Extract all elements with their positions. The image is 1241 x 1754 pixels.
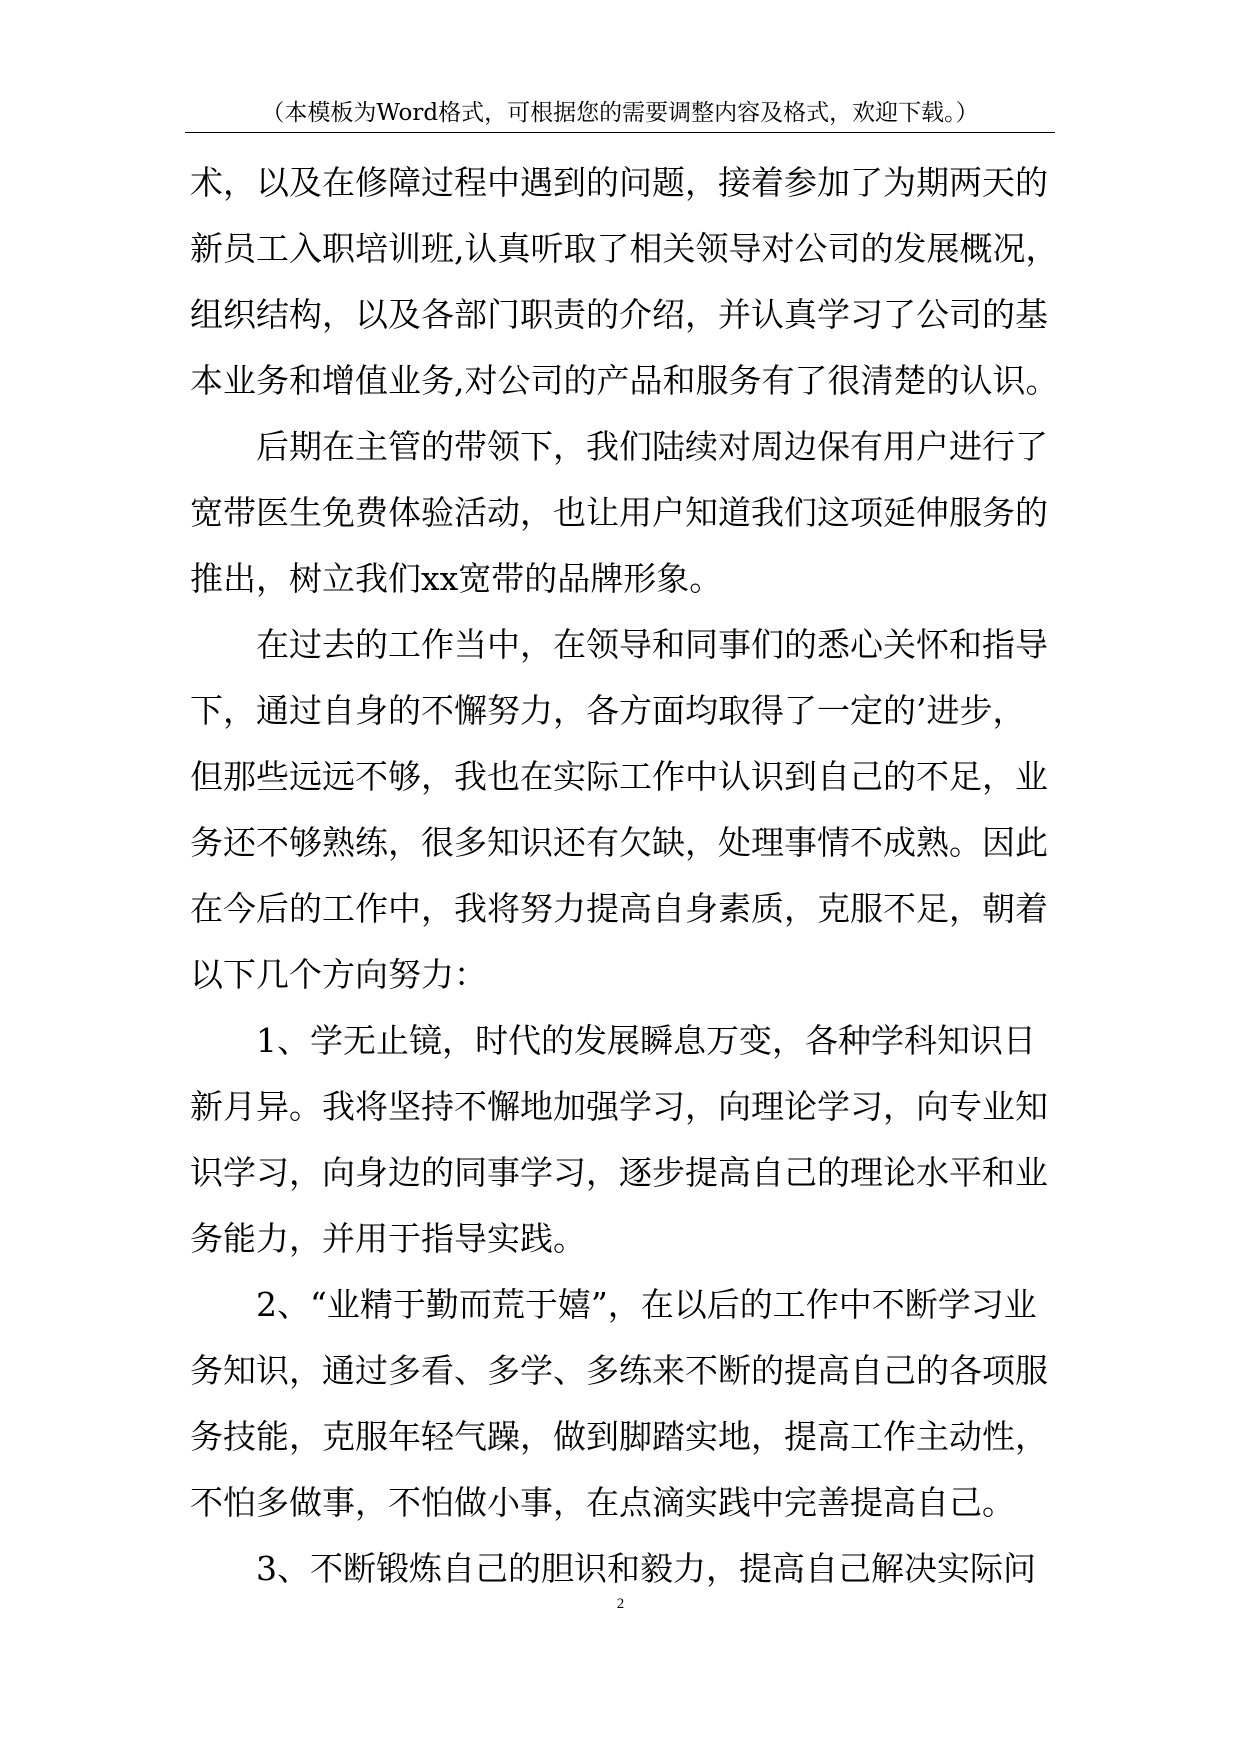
body-line: 在今后的工作中，我将努力提高自身素质，克服不足，朝着 xyxy=(190,889,1048,928)
body-line: 务还不够熟练，很多知识还有欠缺，处理事情不成熟。因此 xyxy=(190,823,1048,862)
body-line: 新月异。我将坚持不懈地加强学习，向理论学习，向专业知 xyxy=(190,1087,1048,1126)
body-line: 新员工入职培训班,认真听取了相关领导对公司的发展概况， xyxy=(190,229,1059,268)
header-divider xyxy=(185,132,1055,133)
body-line: 识学习，向身边的同事学习，逐步提高自己的理论水平和业 xyxy=(190,1153,1048,1192)
body-line: 本业务和增值业务,对公司的产品和服务有了很清楚的认识。 xyxy=(190,361,1059,400)
list-item-1-first-line: 1、学无止镜，时代的发展瞬息万变，各种学科知识日 xyxy=(256,1021,1036,1060)
body-line: 宽带医生免费体验活动，也让用户知道我们这项延伸服务的 xyxy=(190,493,1048,532)
body-line: 但那些远远不够，我也在实际工作中认识到自己的不足，业 xyxy=(190,757,1048,796)
page-header-note: （本模板为Word格式，可根据您的需要调整内容及格式，欢迎下载。） xyxy=(261,100,979,126)
body-line: 下，通过自身的不懈努力，各方面均取得了一定的’进步， xyxy=(190,691,1026,730)
page-number: 2 xyxy=(616,1596,625,1612)
body-line: 务能力，并用于指导实践。 xyxy=(190,1219,586,1258)
paragraph-first-line: 后期在主管的带领下，我们陆续对周边保有用户进行了 xyxy=(256,427,1048,466)
body-line: 不怕多做事，不怕做小事，在点滴实践中完善提高自己。 xyxy=(190,1483,1015,1522)
body-line: 务技能，克服年轻气躁，做到脚踏实地，提高工作主动性， xyxy=(190,1417,1048,1456)
list-item-2-first-line: 2、“业精于勤而荒于嬉”，在以后的工作中不断学习业 xyxy=(256,1285,1037,1324)
list-item-3-first-line: 3、不断锻炼自己的胆识和毅力，提高自己解决实际问 xyxy=(256,1549,1036,1588)
paragraph-first-line: 在过去的工作当中，在领导和同事们的悉心关怀和指导 xyxy=(256,625,1048,664)
body-line: 务知识，通过多看、多学、多练来不断的提高自己的各项服 xyxy=(190,1351,1048,1390)
body-line: 推出，树立我们xx宽带的品牌形象。 xyxy=(190,559,723,598)
body-line: 术，以及在修障过程中遇到的问题，接着参加了为期两天的 xyxy=(190,163,1048,202)
body-line: 以下几个方向努力： xyxy=(190,955,487,994)
body-text xyxy=(190,150,1090,1602)
body-line: 组织结构，以及各部门职责的介绍，并认真学习了公司的基 xyxy=(190,295,1048,334)
